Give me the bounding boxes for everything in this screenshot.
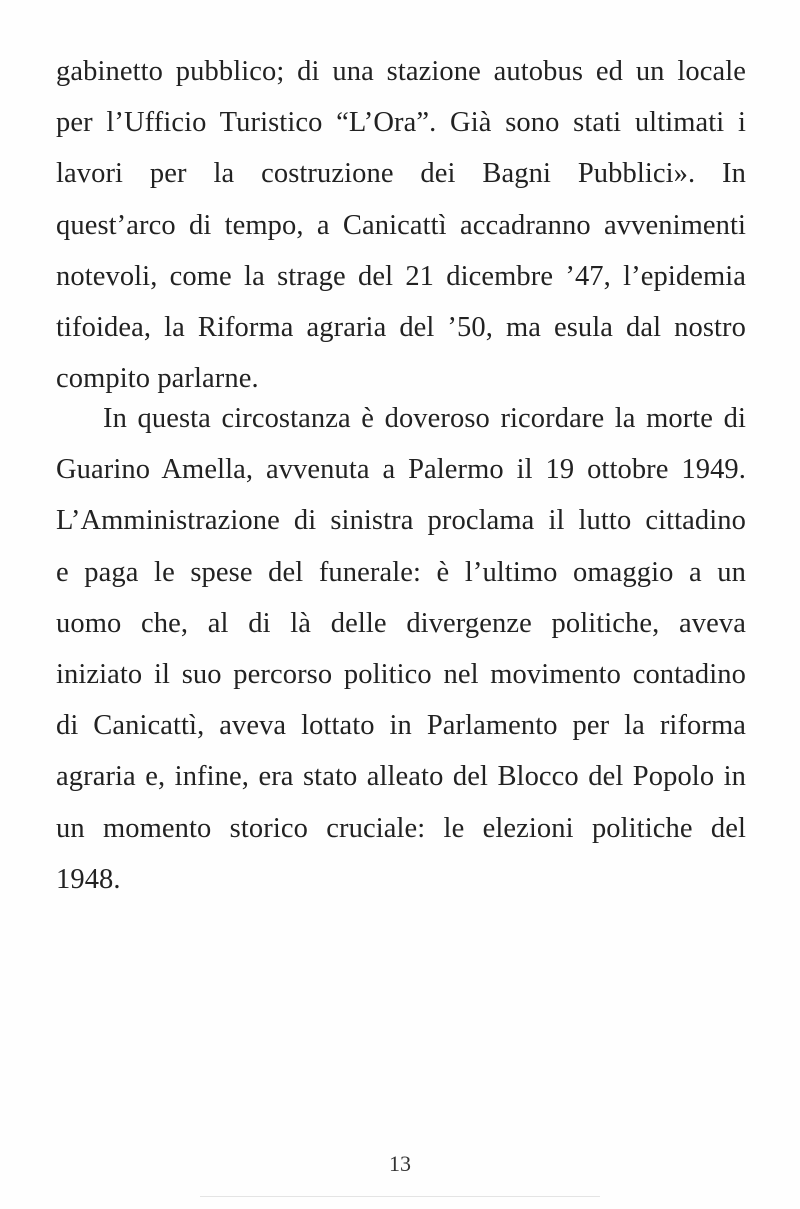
paragraph-1 bbox=[56, 46, 746, 404]
paragraph-2 bbox=[56, 393, 746, 905]
text-line: L’Amministrazione di sinistra proclama il lutto cittadino bbox=[56, 505, 746, 537]
scan-edge-divider bbox=[200, 1196, 600, 1197]
text-line: uomo che, al di là delle divergenze politiche, aveva bbox=[56, 607, 746, 639]
text-line: un momento storico cruciale: le elezioni politiche del bbox=[56, 812, 746, 844]
text-line: e paga le spese del funerale: è l’ultimo omaggio a un bbox=[56, 556, 746, 588]
page-number: 13 bbox=[389, 1151, 411, 1176]
text-line: quest’arco di tempo, a Canicattì accadranno avvenimenti bbox=[56, 209, 746, 241]
text-line: compito parlarne. bbox=[56, 363, 259, 395]
text-line: tifoidea, la Riforma agraria del ’50, ma esula dal nostro bbox=[56, 311, 746, 343]
text-line: agraria e, infine, era stato alleato del Blocco del Popolo in bbox=[56, 761, 746, 793]
text-line: 1948. bbox=[56, 863, 121, 895]
text-line: per l’Ufficio Turistico “L’Ora”. Già sono stati ultimati i bbox=[56, 107, 746, 139]
text-line: lavori per la costruzione dei Bagni Pubblici». In bbox=[56, 158, 746, 190]
text-line: notevoli, come la strage del 21 dicembre ’47, l’epidemia bbox=[56, 260, 746, 292]
text-line: iniziato il suo percorso politico nel movimento contadino bbox=[56, 658, 746, 690]
text-line: Guarino Amella, avvenuta a Palermo il 19 ottobre 1949. bbox=[56, 454, 746, 486]
text-line: In questa circostanza è doveroso ricordare la morte di bbox=[103, 403, 746, 434]
text-line: gabinetto pubblico; di una stazione autobus ed un locale bbox=[56, 56, 746, 87]
text-line: di Canicattì, aveva lottato in Parlamento per la riforma bbox=[56, 710, 746, 742]
